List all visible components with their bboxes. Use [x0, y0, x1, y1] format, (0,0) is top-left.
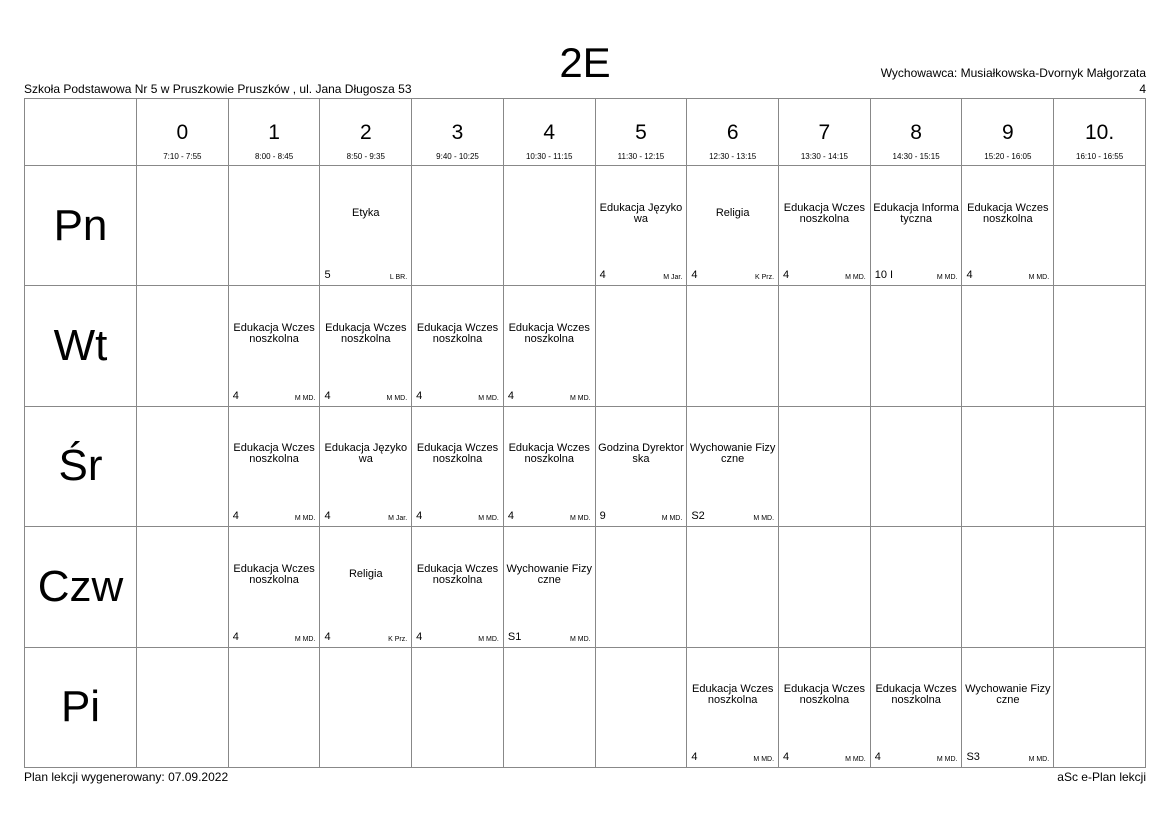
school-address: Szkoła Podstawowa Nr 5 w Pruszkowie Pruszków , ul. Jana Długosza 53	[24, 82, 412, 96]
lesson-room: S2	[691, 510, 705, 523]
lesson-subject	[506, 286, 593, 381]
period-header-row	[25, 99, 1146, 166]
empty-cell	[870, 406, 962, 526]
lesson-room: 4	[599, 269, 606, 282]
lesson-room: 4	[783, 751, 790, 763]
empty-cell	[779, 286, 871, 406]
empty-cell	[137, 286, 229, 406]
lesson-cell	[595, 406, 687, 526]
lesson-teacher: M MD.	[294, 635, 316, 643]
empty-cell	[1054, 647, 1146, 767]
lesson-subject-text: Edukacja Wczesnoszkolna	[692, 683, 774, 707]
lesson-subject-text: Edukacja Wczesnoszkolna	[233, 442, 315, 466]
lesson-subject	[231, 407, 318, 502]
lesson-subject	[689, 166, 776, 261]
period-header	[137, 99, 229, 166]
empty-cell	[503, 166, 595, 286]
lesson-room: 4	[783, 269, 790, 282]
lesson-subject	[598, 166, 685, 261]
lesson-cell	[320, 286, 412, 406]
period-time: 15:20 - 16:05	[984, 152, 1032, 161]
period-header	[412, 99, 504, 166]
period-number: 4	[543, 121, 556, 144]
lesson-subject	[873, 166, 960, 261]
lesson-room: 4	[691, 269, 698, 282]
lesson-subject-text: Etyka	[352, 207, 380, 220]
lesson-room: 4	[324, 510, 331, 523]
period-header	[1054, 99, 1146, 166]
day-row	[25, 647, 1146, 767]
period-number: 6	[726, 121, 739, 144]
lesson-teacher: M MD.	[569, 515, 591, 523]
lesson-cell	[503, 406, 595, 526]
lesson-room: 4	[416, 510, 423, 523]
day-row	[25, 286, 1146, 406]
homeroom-teacher: Wychowawca: Musiałkowska-Dvornyk Małgorzata	[880, 66, 1146, 80]
lesson-subject-text: Wychowanie Fizyczne	[965, 683, 1051, 707]
lesson-subject-text: Edukacja Wczesnoszkolna	[783, 683, 866, 707]
lesson-subject-text: Edukacja Informatyczna	[873, 201, 959, 225]
empty-cell	[595, 527, 687, 647]
empty-cell	[1054, 286, 1146, 406]
lesson-teacher: M MD.	[845, 756, 866, 763]
lesson-cell	[320, 166, 412, 286]
lesson-teacher: M Jar.	[663, 274, 683, 282]
day-label-cell	[25, 647, 137, 767]
day-name: Pi	[60, 682, 101, 732]
timetable	[24, 98, 1146, 768]
empty-cell	[137, 166, 229, 286]
lesson-subject	[322, 407, 409, 502]
lesson-teacher: M Jar.	[388, 515, 408, 523]
empty-cell	[962, 527, 1054, 647]
lesson-subject	[598, 407, 685, 502]
lesson-cell	[870, 166, 962, 286]
lesson-cell	[595, 166, 687, 286]
period-time: 10:30 - 11:15	[525, 152, 573, 161]
lesson-subject-text: Godzina Dyrektorska	[598, 442, 684, 466]
software-name: aSc e-Plan lekcji	[1057, 770, 1146, 784]
lesson-subject-text: Edukacja Wczesnoszkolna	[416, 322, 499, 346]
day-row	[25, 527, 1146, 647]
lesson-subject-text: Edukacja Wczesnoszkolna	[508, 442, 590, 466]
empty-cell	[412, 166, 504, 286]
day-name: Śr	[58, 441, 103, 491]
lesson-subject	[322, 527, 409, 622]
lesson-subject-text: Wychowanie Fizyczne	[506, 562, 592, 586]
day-name: Pn	[53, 200, 108, 250]
lesson-subject-text: Edukacja Wczesnoszkolna	[233, 322, 315, 346]
lesson-cell	[779, 647, 871, 767]
lesson-room: 4	[416, 630, 423, 643]
empty-cell	[595, 286, 687, 406]
empty-cell	[503, 647, 595, 767]
lesson-room: 4	[416, 389, 423, 402]
empty-cell	[687, 527, 779, 647]
empty-cell	[870, 527, 962, 647]
lesson-subject-text: Wychowanie Fizyczne	[689, 442, 776, 466]
day-label-cell	[25, 286, 137, 406]
empty-cell	[1054, 527, 1146, 647]
period-number: 1	[268, 121, 280, 144]
empty-cell	[320, 647, 412, 767]
period-number: 3	[451, 121, 464, 144]
period-time: 12:30 - 13:15	[709, 152, 757, 161]
lesson-teacher: M MD.	[1028, 756, 1050, 763]
period-number: 2	[359, 121, 372, 144]
lesson-subject-text: Edukacja Językowa	[324, 442, 408, 466]
lesson-subject	[873, 648, 960, 743]
empty-cell	[1054, 166, 1146, 286]
lesson-subject-text: Edukacja Wczesnoszkolna	[783, 201, 866, 225]
empty-cell	[687, 286, 779, 406]
period-number: 8	[910, 121, 922, 144]
lesson-cell	[870, 647, 962, 767]
lesson-subject-text: Edukacja Wczesnoszkolna	[416, 562, 499, 586]
lesson-cell	[412, 527, 504, 647]
day-row	[25, 166, 1146, 286]
lesson-room: 4	[232, 389, 239, 402]
lesson-room: 10 I	[874, 269, 894, 282]
period-header	[503, 99, 595, 166]
period-number: 7	[818, 121, 831, 144]
lesson-teacher: M MD.	[661, 515, 683, 523]
lesson-teacher: M MD.	[478, 515, 499, 523]
empty-cell	[962, 286, 1054, 406]
lesson-cell	[962, 166, 1054, 286]
lesson-teacher: M MD.	[294, 394, 316, 402]
lesson-subject	[781, 648, 868, 743]
lesson-room: 4	[324, 630, 331, 643]
lesson-teacher: M MD.	[569, 394, 591, 402]
period-number: 0	[176, 121, 189, 144]
lesson-subject	[414, 286, 501, 381]
lesson-cell	[687, 166, 779, 286]
lesson-teacher: M MD.	[569, 635, 591, 643]
lesson-teacher: M MD.	[478, 394, 499, 402]
lesson-room: 4	[874, 751, 881, 763]
lesson-subject-text: Religia	[348, 568, 383, 581]
empty-cell	[137, 527, 229, 647]
period-time: 13:30 - 14:15	[800, 152, 848, 161]
lesson-subject	[322, 166, 409, 261]
period-header	[687, 99, 779, 166]
lesson-teacher: M MD.	[845, 274, 866, 282]
lesson-cell	[687, 406, 779, 526]
lesson-teacher: M MD.	[1028, 274, 1050, 282]
lesson-room: 4	[232, 510, 239, 523]
period-time: 8:00 - 8:45	[254, 152, 294, 161]
corner-cell	[25, 99, 137, 166]
period-time: 9:40 - 10:25	[436, 152, 479, 161]
lesson-room: S1	[507, 630, 522, 643]
lesson-subject	[964, 166, 1051, 261]
empty-cell	[228, 647, 320, 767]
period-time: 11:30 - 12:15	[617, 152, 665, 161]
lesson-teacher: M MD.	[936, 274, 958, 282]
lesson-subject-text: Edukacja Wczesnoszkolna	[233, 562, 315, 586]
lesson-room: 5	[324, 269, 331, 282]
day-name: Czw	[37, 561, 124, 611]
lesson-subject	[414, 407, 501, 502]
empty-cell	[779, 406, 871, 526]
lesson-room: 4	[232, 630, 239, 643]
empty-cell	[870, 286, 962, 406]
lesson-cell	[503, 527, 595, 647]
lesson-room: 4	[966, 269, 973, 282]
lesson-cell	[779, 166, 871, 286]
day-label-cell	[25, 166, 137, 286]
lesson-subject	[689, 648, 776, 743]
day-name: Wt	[53, 321, 108, 371]
period-number: 5	[635, 121, 647, 144]
generated-date: Plan lekcji wygenerowany: 07.09.2022	[24, 770, 229, 784]
lesson-room: 4	[324, 389, 331, 402]
lesson-teacher: M MD.	[478, 635, 499, 643]
empty-cell	[1054, 406, 1146, 526]
lesson-subject	[506, 407, 593, 502]
lesson-subject	[781, 166, 868, 261]
lesson-subject-text: Religia	[715, 207, 750, 220]
lesson-room: 4	[507, 510, 514, 523]
period-header	[595, 99, 687, 166]
lesson-teacher: M MD.	[936, 756, 958, 763]
lesson-room: 9	[599, 510, 606, 523]
empty-cell	[962, 406, 1054, 526]
lesson-subject	[231, 286, 318, 381]
lesson-cell	[320, 406, 412, 526]
lesson-subject-text: Edukacja Wczesnoszkolna	[416, 442, 499, 466]
class-title: 2E	[559, 39, 611, 86]
lesson-subject-text: Edukacja Wczesnoszkolna	[967, 201, 1049, 225]
day-label-cell	[25, 406, 137, 526]
period-time: 14:30 - 15:15	[892, 152, 940, 161]
lesson-subject-text: Edukacja Wczesnoszkolna	[875, 683, 957, 707]
lesson-subject-text: Edukacja Wczesnoszkolna	[508, 322, 590, 346]
lesson-cell	[962, 647, 1054, 767]
lesson-cell	[320, 527, 412, 647]
page-number: 4	[1139, 82, 1146, 96]
lesson-teacher: K Prz.	[388, 635, 408, 643]
day-row	[25, 406, 1146, 526]
lesson-room: S3	[966, 751, 980, 763]
lesson-cell	[503, 286, 595, 406]
lesson-subject	[322, 286, 409, 381]
empty-cell	[595, 647, 687, 767]
lesson-subject	[964, 648, 1051, 743]
lesson-subject-text: Edukacja Językowa	[599, 201, 683, 225]
lesson-subject	[231, 527, 318, 622]
lesson-teacher: M MD.	[753, 756, 775, 763]
period-time: 7:10 - 7:55	[163, 152, 202, 161]
period-header	[870, 99, 962, 166]
lesson-teacher: L BR.	[389, 274, 408, 282]
period-header	[320, 99, 412, 166]
lesson-cell	[412, 286, 504, 406]
lesson-teacher: M MD.	[294, 515, 316, 523]
period-header	[228, 99, 320, 166]
lesson-cell	[228, 406, 320, 526]
lesson-subject	[689, 407, 776, 502]
day-label-cell	[25, 527, 137, 647]
period-time: 8:50 - 9:35	[346, 152, 385, 161]
lesson-subject-text: Edukacja Wczesnoszkolna	[325, 322, 407, 346]
period-header	[779, 99, 871, 166]
empty-cell	[412, 647, 504, 767]
lesson-teacher: M MD.	[386, 394, 408, 402]
lesson-subject	[506, 527, 593, 622]
empty-cell	[228, 166, 320, 286]
empty-cell	[137, 406, 229, 526]
empty-cell	[137, 647, 229, 767]
lesson-teacher: M MD.	[753, 515, 775, 523]
lesson-room: 4	[691, 751, 698, 763]
lesson-cell	[228, 286, 320, 406]
lesson-subject	[414, 527, 501, 622]
lesson-cell	[687, 647, 779, 767]
lesson-room: 4	[507, 389, 514, 402]
period-number: 9	[1001, 121, 1014, 144]
period-header	[962, 99, 1054, 166]
period-time: 16:10 - 16:55	[1076, 152, 1124, 161]
lesson-cell	[228, 527, 320, 647]
period-number: 10.	[1084, 121, 1115, 144]
lesson-teacher: K Prz.	[754, 274, 775, 282]
empty-cell	[779, 527, 871, 647]
lesson-cell	[412, 406, 504, 526]
